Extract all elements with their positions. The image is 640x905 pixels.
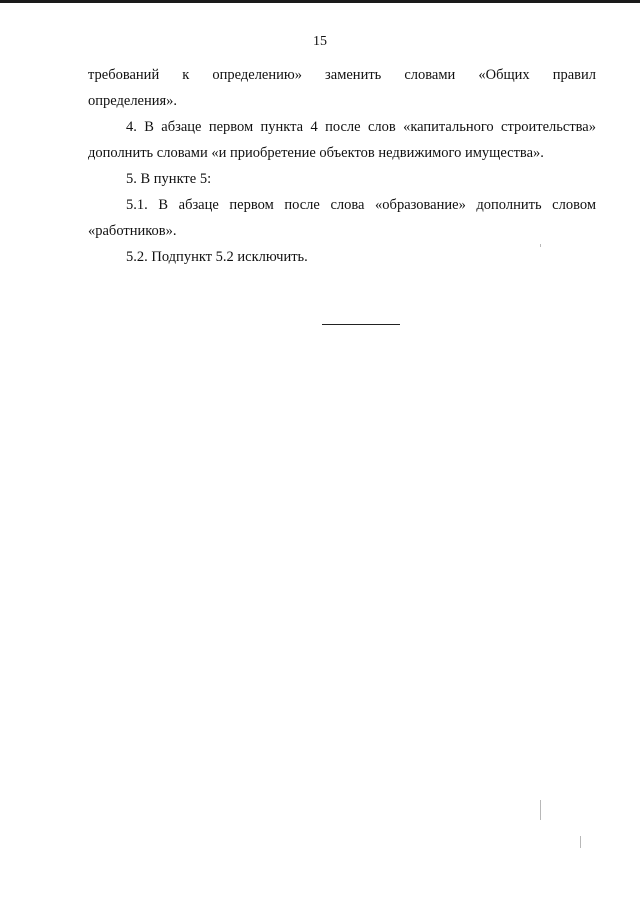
paragraph-item-5-2-text: 5.2. Подпункт 5.2 исключить.: [126, 249, 308, 265]
paragraph-item-5: [88, 166, 596, 192]
scan-speck: [580, 836, 581, 848]
page-number: 15: [313, 34, 327, 49]
paragraph-item-4-line-1: 4. В абзаце первом пункта 4 после слов «капитального строительства»: [126, 119, 596, 135]
paragraph-continuation-line-2: определения».: [88, 93, 178, 109]
paragraph-item-5-1: [88, 192, 596, 244]
paragraph-item-4: [88, 114, 596, 166]
paragraph-item-4-line-2: дополнить словами «и приобретение объектов недвижимого имущества».: [88, 145, 544, 161]
scan-top-edge: [0, 0, 640, 3]
scan-speck: [540, 244, 541, 247]
paragraph-item-5-1-line-1: 5.1. В абзаце первом после слова «образование» дополнить словом: [126, 197, 596, 213]
paragraph-continuation: [88, 62, 596, 114]
paragraph-continuation-line-1: требований к определению» заменить словами «Общих правил: [88, 67, 596, 83]
paragraph-item-5-text: 5. В пункте 5:: [126, 171, 212, 187]
scan-speck: [540, 800, 541, 820]
end-of-document-rule: [322, 324, 400, 325]
paragraph-item-5-1-line-2: «работников».: [88, 223, 177, 239]
paragraph-item-5-2: [88, 244, 596, 270]
